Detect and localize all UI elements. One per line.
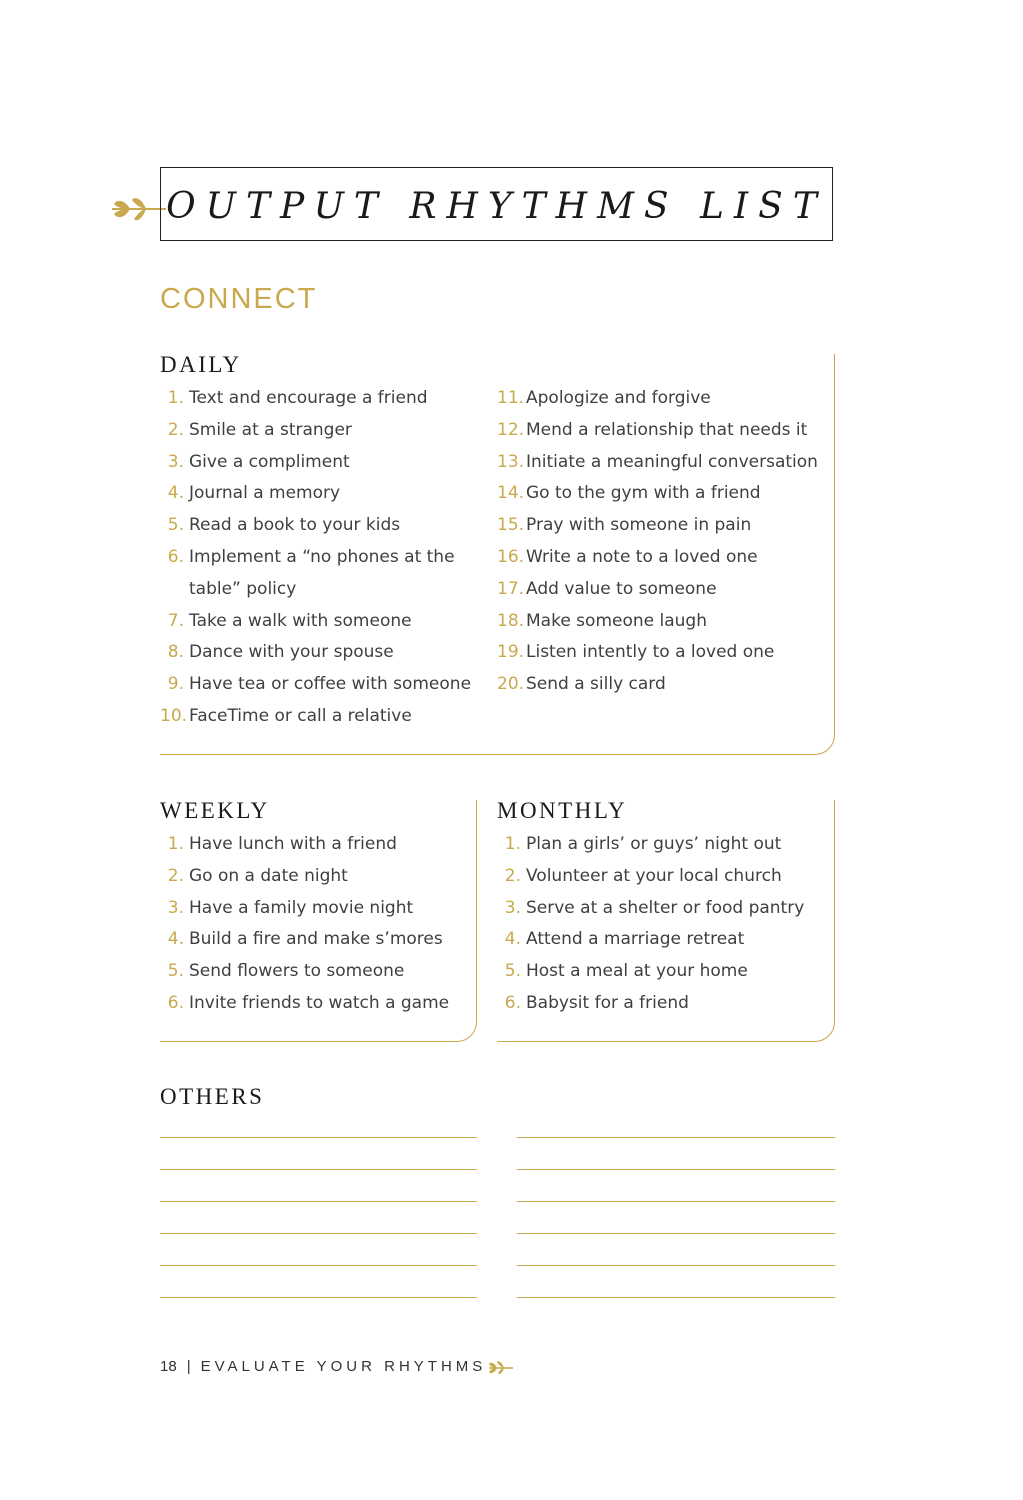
list-item [160,542,471,574]
item-text: Pray with someone in pain [526,515,752,536]
item-number: 5. [167,961,184,982]
list-item [497,574,818,606]
list-item [497,415,818,447]
daily-list-col1 [160,383,471,733]
list-item [497,383,818,415]
item-text: Initiate a meaningful conversation [526,451,818,472]
item-text: Attend a marriage retreat [526,929,745,950]
writing-line [160,1137,477,1138]
list-item [160,415,471,447]
item-text: Babysit for a friend [526,992,689,1013]
item-text: Dance with your spouse [189,642,394,663]
item-text: Build a fire and make s’mores [189,929,443,950]
item-text: Have lunch with a friend [189,834,397,854]
item-number: 6. [504,992,521,1013]
list-item [160,988,449,1020]
item-number: 5. [167,515,184,536]
writing-line [160,1265,477,1266]
item-number: 8. [167,642,184,663]
list-item [160,606,471,638]
item-text: Host a meal at your home [526,961,748,982]
page-number: 18 [160,1358,177,1375]
item-number: 6. [167,992,184,1013]
list-item [497,478,818,510]
item-text: Give a compliment [189,451,350,472]
list-item [497,829,804,861]
list-item [160,669,471,701]
others-heading: OTHERS [160,1084,265,1109]
weekly-list [160,829,449,1020]
list-item [160,701,471,733]
item-text: Write a note to a loved one [526,546,758,567]
item-number: 19. [497,642,525,663]
writing-line [517,1233,835,1234]
weekly-heading: WEEKLY [160,798,270,823]
item-text: Have tea or coffee with someone [189,674,472,695]
item-text: table” policy [189,578,297,599]
item-number: 12. [497,419,525,440]
footer-separator: | [186,1358,191,1375]
item-number: 9. [167,674,184,695]
list-item [497,510,818,542]
daily-heading: DAILY [160,352,242,377]
writing-line [160,1169,477,1170]
writing-line [517,1265,835,1266]
writing-line [517,1201,835,1202]
item-text: Journal a memory [189,483,341,504]
footer-title: EVALUATE YOUR RHYTHMS [200,1358,487,1375]
list-item [497,988,804,1020]
list-item [160,510,471,542]
section-heading-connect: CONNECT [160,283,318,315]
item-number: 2. [504,865,521,886]
item-number: 3. [167,451,184,472]
item-text: Read a book to your kids [189,515,401,536]
list-item [497,637,818,669]
list-item [160,383,471,415]
monthly-heading: MONTHLY [497,798,628,823]
item-number: 1. [167,834,184,854]
item-number: 11. [497,388,525,408]
item-number: 2. [167,865,184,886]
item-text: FaceTime or call a relative [189,705,412,726]
list-item [160,893,449,925]
list-item [497,542,818,574]
item-number: 14. [497,483,525,504]
item-number: 16. [497,546,525,567]
page-footer [160,1358,486,1375]
list-item [497,861,804,893]
leaf-sprig-icon [488,1358,514,1378]
item-number: 6. [167,546,184,567]
monthly-list [497,829,804,1020]
item-text: Apologize and forgive [526,388,711,408]
list-item [160,478,471,510]
list-item [160,829,449,861]
item-number: 7. [167,610,184,631]
list-item [497,606,818,638]
item-text: Make someone laugh [526,610,707,631]
item-text: Smile at a stranger [189,419,352,440]
item-text: Volunteer at your local church [526,865,782,886]
item-text: Take a walk with someone [189,610,412,631]
item-number: 1. [167,388,184,408]
item-number: 4. [167,483,184,504]
item-number: 3. [504,897,521,918]
item-text: Have a family movie night [189,897,414,918]
item-number: 13. [497,451,525,472]
item-text: Serve at a shelter or food pantry [526,897,805,918]
list-item [160,447,471,479]
list-item [497,924,804,956]
item-text: Mend a relationship that needs it [526,419,808,440]
writing-line [517,1137,835,1138]
item-text: Go to the gym with a friend [526,483,761,504]
list-item [497,669,818,701]
item-number: 2. [167,419,184,440]
list-item [160,924,449,956]
daily-list-col2 [497,383,818,701]
item-text: Implement a “no phones at the [189,546,455,567]
list-item [160,861,449,893]
item-number: 1. [504,834,521,854]
list-item [497,447,818,479]
item-text: Send a silly card [526,674,666,695]
list-item [160,956,449,988]
item-number: 5. [504,961,521,982]
list-item [160,574,471,606]
item-number: 3. [167,897,184,918]
writing-line [160,1233,477,1234]
item-text: Text and encourage a friend [189,388,428,408]
list-item [497,956,804,988]
title-box [160,167,833,241]
item-number: 18. [497,610,525,631]
item-text: Go on a date night [189,865,348,886]
item-number: 15. [497,515,525,536]
item-text: Plan a girls’ or guys’ night out [526,834,782,854]
page-title: OUTPUT RHYTHMS LIST [166,186,827,227]
item-text: Send flowers to someone [189,961,405,982]
item-text: Add value to someone [526,578,717,599]
list-item [160,637,471,669]
item-number: 4. [167,929,184,950]
list-item [497,893,804,925]
item-number: 10. [160,705,188,726]
item-text: Listen intently to a loved one [526,642,775,663]
item-number: 17. [497,578,525,599]
item-text: Invite friends to watch a game [189,992,450,1013]
item-number: 20. [497,674,525,695]
writing-line [160,1297,477,1298]
writing-line [517,1297,835,1298]
writing-line [517,1169,835,1170]
item-number: 4. [504,929,521,950]
writing-line [160,1201,477,1202]
